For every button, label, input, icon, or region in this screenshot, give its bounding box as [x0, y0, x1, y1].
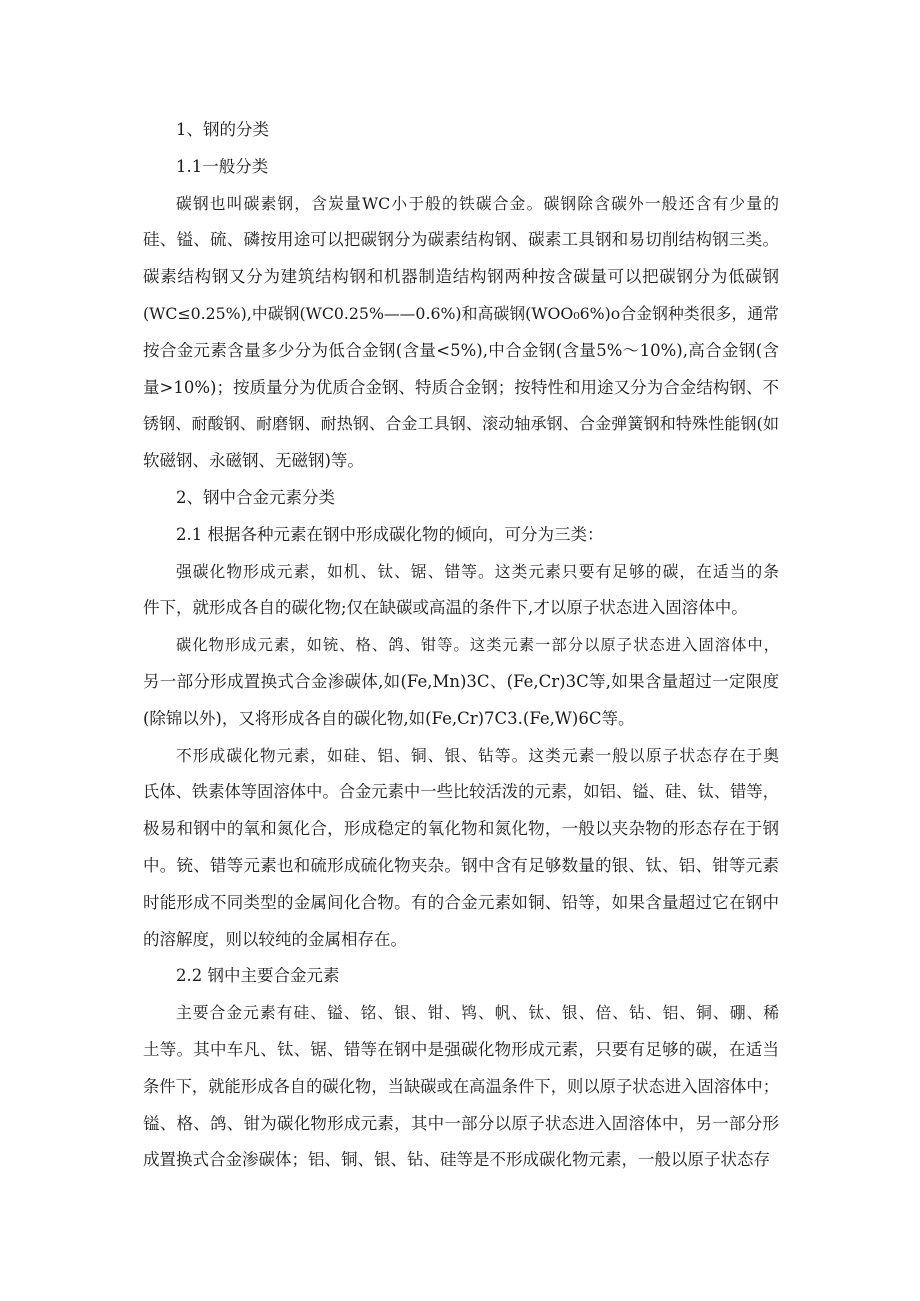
paragraph-line: (WC≤0.25%),中碳钢(WC0.25%——0.6%)和高碳钢(WOO₀6%)o合金钢种类很多，通常 [143, 303, 779, 323]
paragraph [143, 738, 779, 959]
section-heading: 1、钢的分类 [176, 120, 269, 139]
paragraph [143, 995, 779, 1179]
paragraph [143, 627, 779, 737]
document-body [143, 112, 779, 1179]
paragraph-line: 量>10%)；按质量分为优质合金钢、特质合金钢；按特性和用途又分为合金结构钢、不 [143, 377, 779, 397]
paragraph-line: 极易和钢中的氧和氮化合，形成稳定的氧化物和氮化物，一般以夹杂物的形态存在于钢 [143, 819, 779, 839]
section-heading: 1.1一般分类 [176, 156, 269, 176]
paragraph-line: 不形成碳化物元素，如硅、铝、铜、银、钻等。这类元素一般以原子状态存在于奥 [176, 745, 779, 765]
paragraph-line: 碳素结构钢又分为建筑结构钢和机器制造结构钢两种按含碳量可以把碳钢分为低碳钢 [143, 267, 779, 287]
section-heading: 2.2 钢中主要合金元素 [176, 966, 340, 986]
paragraph-line: 强碳化物形成元素，如机、钛、锯、错等。这类元素只要有足够的碳，在适当的条 [176, 561, 779, 581]
paragraph-line: 另一部分形成置换式合金渗碳体,如(Fe,Mn)3C、(Fe,Cr)3C等,如果含量超过一定限度 [143, 671, 779, 691]
paragraph-line: 成置换式合金渗碳体；铝、铜、银、钻、硅等是不形成碳化物元素，一般以原子状态存 [143, 1150, 770, 1170]
paragraph-line: 时能形成不同类型的金属间化合物。有的合金元素如铜、铅等，如果含量超过它在钢中 [143, 892, 779, 912]
paragraph-line: 碳钢也叫碳素钢，含炭量WC小于般的铁碳合金。碳钢除含碳外一般还含有少量的 [176, 193, 779, 213]
paragraph-line: 按合金元素含量多少分为低合金钢(含量<5%),中合金钢(含量5%～10%),高合金钢(含 [143, 340, 779, 360]
paragraph-line: 土等。其中车凡、钛、锯、错等在钢中是强碳化物形成元素，只要有足够的碳，在适当 [143, 1039, 779, 1059]
paragraph-line: 软磁钢、永磁钢、无磁钢)等。 [143, 451, 364, 471]
paragraph [143, 186, 779, 480]
paragraph-line: 镒、格、鸽、钳为碳化物形成元素，其中一部分以原子状态进入固溶体中，另一部分形 [143, 1113, 779, 1133]
section-heading: 2.1 根据各种元素在钢中形成碳化物的倾向，可分为三类： [176, 524, 604, 544]
section-heading: 2、钢中合金元素分类 [176, 487, 335, 507]
paragraph-line: (除锦以外)，又将形成各自的碳化物,如(Fe,Cr)7C3.(Fe,W)6C等。 [143, 708, 635, 728]
paragraph [143, 554, 779, 628]
paragraph-line: 主要合金元素有硅、镒、铭、银、钳、鸨、帆、钛、银、倍、钻、铝、铜、硼、稀 [176, 1003, 779, 1023]
paragraph-line: 锈钢、耐酸钢、耐磨钢、耐热钢、合金工具钢、滚动轴承钢、合金弹簧钢和特殊性能钢(如 [143, 414, 779, 434]
paragraph-line: 的溶解度，则以较纯的金属相存在。 [143, 929, 407, 949]
paragraph-line: 硅、镒、硫、磷按用途可以把碳钢分为碳素结构钢、碳素工具钢和易切削结构钢三类。 [143, 230, 779, 250]
paragraph-line: 氏体、铁素体等固溶体中。合金元素中一些比较活泼的元素，如铝、镒、硅、钛、错等， [143, 782, 779, 802]
paragraph-line: 中。铳、错等元素也和硫形成硫化物夹杂。钢中含有足够数量的银、钛、铝、钳等元素 [143, 855, 779, 875]
paragraph-line: 碳化物形成元素，如铳、格、鸽、钳等。这类元素一部分以原子状态进入固溶体中， [176, 636, 779, 655]
paragraph-line: 件下，就形成各自的碳化物;仅在缺碳或高温的条件下,才以原子状态进入固溶体中。 [143, 598, 748, 618]
paragraph-line: 条件下，就能形成各自的碳化物，当缺碳或在高温条件下，则以原子状态进入固溶体中； [143, 1076, 779, 1096]
